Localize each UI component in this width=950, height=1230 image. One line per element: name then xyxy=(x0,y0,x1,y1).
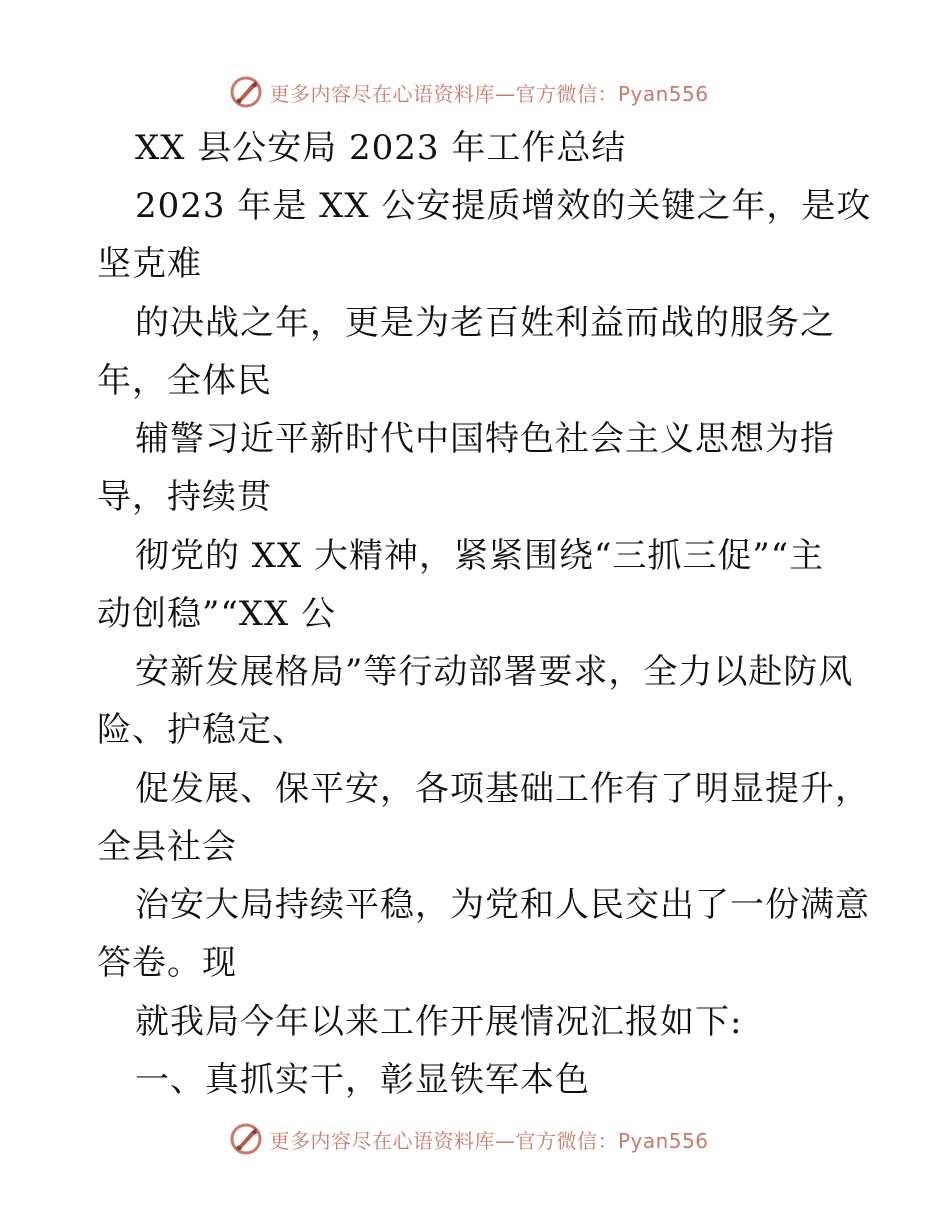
paragraph-line: 导，持续贯 xyxy=(97,477,272,517)
paragraph-line: 的决战之年，更是为老百姓利益而战的服务之 xyxy=(135,303,835,343)
header-watermark-banner xyxy=(0,72,950,112)
footer-watermark-banner xyxy=(0,1119,950,1159)
paragraph-line: 年，全体民 xyxy=(97,361,272,401)
paragraph-line: 2023 年是 XX 公安提质增效的关键之年，是攻 xyxy=(135,186,872,226)
quill-pen-logo-icon xyxy=(229,1122,263,1156)
paragraph-line: 全县社会 xyxy=(97,827,237,867)
watermark-text: 更多内容尽在心语资料库—官方微信：Pyan556 xyxy=(269,81,709,106)
paragraph-line: 彻党的 XX 大精神，紧紧围绕“三抓三促”“主 xyxy=(135,536,825,576)
paragraph-line: 安新发展格局”等行动部署要求，全力以赴防风 xyxy=(135,652,854,692)
paragraph-line: 答卷。现 xyxy=(97,943,237,983)
section-heading: 一、真抓实干，彰显铁军本色 xyxy=(135,1060,590,1100)
document-title: XX 县公安局 2023 年工作总结 xyxy=(135,128,627,168)
paragraph-line: 就我局今年以来工作开展情况汇报如下: xyxy=(135,1002,743,1042)
paragraph-line: 促发展、保平安，各项基础工作有了明显提升， xyxy=(135,769,870,809)
paragraph-line: 治安大局持续平稳，为党和人民交出了一份满意 xyxy=(135,885,870,925)
quill-pen-logo-icon xyxy=(229,75,263,109)
paragraph-line: 险、护稳定、 xyxy=(97,710,307,750)
watermark-text: 更多内容尽在心语资料库—官方微信：Pyan556 xyxy=(269,1128,709,1153)
paragraph-line: 辅警习近平新时代中国特色社会主义思想为指 xyxy=(135,419,835,459)
paragraph-line: 动创稳”“XX 公 xyxy=(97,594,336,634)
paragraph-line: 坚克难 xyxy=(97,244,202,284)
